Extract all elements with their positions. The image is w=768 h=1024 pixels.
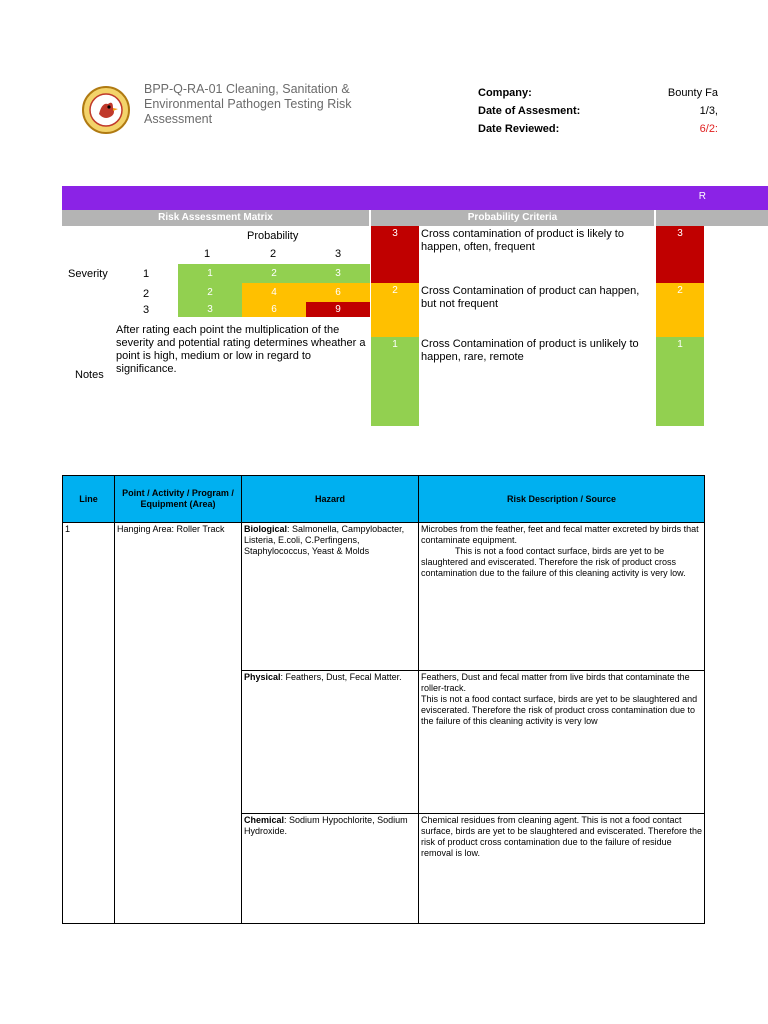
severity-row-1: 1 [143,268,150,280]
section-banner [62,186,768,210]
matrix-cell-2-2: 4 [242,283,306,302]
line-cell: 1 [63,523,115,924]
header-risk-description: Risk Description / Source [419,476,705,523]
document-title [144,82,384,127]
notes-text: After rating each point the multiplication of the severity and potential rating determines wheather a point is high, medium or low in regard to significance. [116,324,366,375]
hazard-cell: Chemical: Sodium Hypochlorite, Sodium Hydroxide. [242,814,419,924]
probability-criteria-3: Cross contamination of product is likely to happen, often, frequent [421,228,624,253]
risk-text: This is not a food contact surface, birds are yet to be slaughtered and eviscerated. Therefore the risk of product cross contamination due to the failure of this cleaning activity is very low [421,694,698,726]
probability-axis-label: Probability [247,230,299,242]
table-row [63,523,705,671]
hazard-type: Biological [244,524,288,534]
side-score-3: 3 [656,226,704,283]
header-line: Line [63,476,115,523]
probability-section-header: Probability Criteria [371,210,654,226]
probability-score-2: 2 [371,283,419,337]
severity-row-2: 2 [143,288,150,300]
table-header-row [63,476,705,523]
hazard-text: Salmonella, Campylobacter, Listeria, E.coli, C.Perfingens, Staphylococcus, Yeast & Molds [244,524,405,556]
point-cell: Hanging Area: Roller Track [115,523,242,924]
section-header-extra [656,210,768,226]
matrix-cell-1-1: 1 [178,264,242,283]
severity-axis-label: Severity [68,268,108,280]
date-assessment-label: Date of Assesment: [478,105,581,117]
hazard-type: Physical [244,672,281,682]
probability-score-1: 1 [371,337,419,426]
side-score-2: 2 [656,283,704,337]
header-point: Point / Activity / Program / Equipment (Area) [115,476,242,523]
matrix-cell-2-1: 2 [178,283,242,302]
matrix-cell-3-1: 3 [178,302,242,317]
company-value: Bounty Fa [667,87,718,99]
risk-cell [419,814,705,924]
banner-letter: R [698,191,706,202]
matrix-cell-2-3: 6 [306,283,370,302]
document-title-line: Assessment [144,112,213,126]
side-score-1: 1 [656,337,704,426]
risk-cell [419,671,705,814]
probability-criteria-1: Cross Contamination of product is unlikely to happen, rare, remote [421,338,639,363]
matrix-cell-3-2: 6 [242,302,306,317]
hazard-type: Chemical [244,815,285,825]
header-hazard: Hazard [242,476,419,523]
matrix-cell-1-2: 2 [242,264,306,283]
hazard-text: Sodium Hypochlorite, Sodium Hydroxide. [244,815,408,836]
hazard-cell: Physical: Feathers, Dust, Fecal Matter. [242,671,419,814]
document-title-line: Environmental Pathogen Testing Risk [144,97,352,111]
risk-assessment-table [62,475,705,924]
matrix-cell-3-3: 9 [306,302,370,317]
matrix-cell-1-3: 3 [306,264,370,283]
risk-text: Chemical residues from cleaning agent. This is not a food contact surface, birds are yet to be slaughtered and eviscerated. Therefore the risk of product cross contamination due to the failure of residue removal is low. [421,815,702,858]
company-label: Company: [478,87,532,99]
severity-row-3: 3 [143,304,150,316]
hazard-cell: Biological: Salmonella, Campylobacter, Listeria, E.coli, C.Perfingens, Staphylococcus, Yeast & Molds [242,523,419,671]
company-logo [82,84,130,136]
notes-label: Notes [75,369,104,381]
risk-text: Feathers, Dust and fecal matter from live birds that contaminate the roller-track. [421,672,690,693]
risk-text: Microbes from the feather, feet and fecal matter excreted by birds that contaminate equipment. [421,524,699,545]
probability-col-3: 3 [335,248,342,260]
matrix-section-header: Risk Assessment Matrix [62,210,369,226]
probability-criteria-2: Cross Contamination of product can happen, but not frequent [421,285,640,310]
date-reviewed-label: Date Reviewed: [478,123,560,135]
risk-text: This is not a food contact surface, birds are yet to be slaughtered and eviscerated. Therefore the risk of product cross contamination due to the failure of this cleaning activity is very low. [421,546,686,578]
probability-col-1: 1 [204,248,211,260]
probability-col-2: 2 [270,248,277,260]
risk-cell [419,523,705,671]
date-assessment-value: 1/3, [699,105,718,117]
hazard-text: Feathers, Dust, Fecal Matter. [283,672,402,682]
probability-score-3: 3 [371,226,419,283]
date-reviewed-value: 6/2: [699,123,718,135]
document-title-line: BPP-Q-RA-01 Cleaning, Sanitation & [144,82,350,96]
